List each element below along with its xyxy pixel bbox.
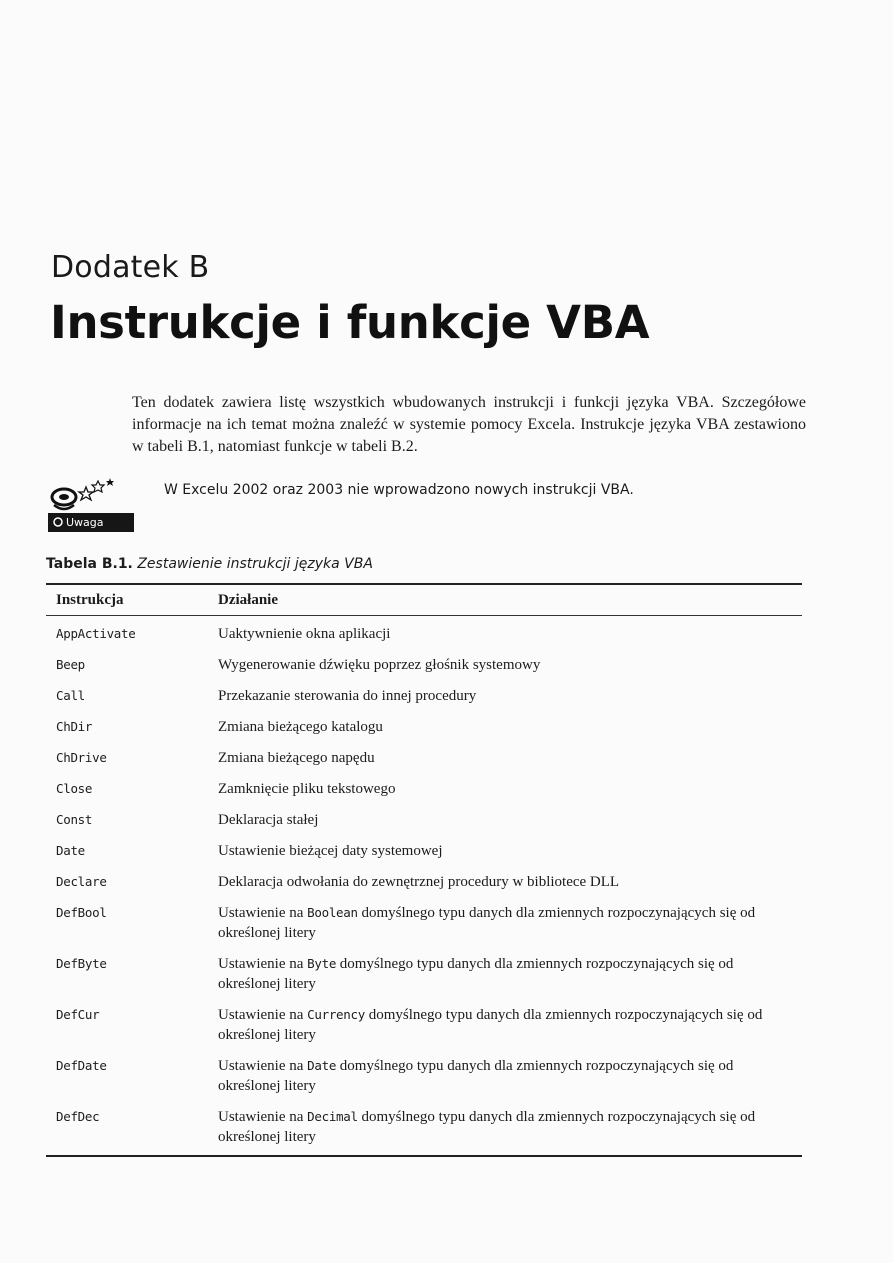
desc-type-code: Boolean [307, 905, 358, 920]
table-row [46, 686, 802, 717]
instruction-name: Call [56, 688, 85, 703]
table-row [46, 810, 802, 841]
desc-prefix: Ustawienie na [218, 905, 308, 921]
appendix-label: Dodatek B [51, 250, 210, 285]
instruction-name: DefBool [56, 905, 107, 920]
table-row [46, 1005, 802, 1056]
instruction-name: DefCur [56, 1007, 100, 1022]
instruction-name: Close [56, 781, 93, 796]
desc-type-code: Decimal [307, 1109, 358, 1124]
instruction-desc [218, 1056, 802, 1096]
table-header-row [46, 585, 802, 616]
table-row [46, 872, 802, 903]
instruction-name: AppActivate [56, 626, 136, 641]
desc-type-code: Byte [307, 956, 337, 971]
desc-suffix: domyślnego typu danych dla zmiennych rozpoczynających się od określonej litery [218, 1109, 756, 1145]
instruction-desc: Ustawienie bieżącej daty systemowej [218, 843, 443, 859]
instruction-desc: Zamknięcie pliku tekstowego [218, 781, 396, 797]
table-row [46, 624, 802, 655]
instruction-desc: Zmiana bieżącego napędu [218, 750, 375, 766]
desc-suffix: domyślnego typu danych dla zmiennych rozpoczynających się od określonej litery [218, 905, 756, 941]
instruction-name: ChDir [56, 719, 93, 734]
table-row [46, 841, 802, 872]
instruction-desc: Zmiana bieżącego katalogu [218, 719, 383, 735]
instruction-name: DefDec [56, 1109, 100, 1124]
note-bullet-icon [51, 515, 65, 529]
instruction-desc: Deklaracja odwołania do zewnętrznej procedury w bibliotece DLL [218, 874, 620, 890]
instruction-name: Date [56, 843, 85, 858]
instruction-desc [218, 954, 802, 994]
instruction-name: DefByte [56, 956, 107, 971]
desc-type-code: Date [307, 1058, 337, 1073]
desc-type-code: Currency [307, 1007, 365, 1022]
instruction-desc: Wygenerowanie dźwięku poprzez głośnik systemowy [218, 657, 541, 673]
note-badge [48, 513, 134, 532]
note-badge-label: Uwaga [66, 516, 104, 529]
desc-prefix: Ustawienie na [218, 1109, 308, 1125]
instruction-name: DefDate [56, 1058, 107, 1073]
instruction-desc: Uaktywnienie okna aplikacji [218, 626, 391, 642]
instruction-desc: Przekazanie sterowania do innej procedury [218, 688, 477, 704]
table-body [46, 616, 802, 1155]
table-caption-label: Tabela B.1. [46, 556, 133, 572]
instruction-name: Const [56, 812, 93, 827]
table-row [46, 1107, 802, 1151]
table-row [46, 717, 802, 748]
table-row [46, 903, 802, 954]
table-row [46, 1056, 802, 1107]
desc-suffix: domyślnego typu danych dla zmiennych rozpoczynających się od określonej litery [218, 1007, 763, 1043]
desc-prefix: Ustawienie na [218, 1007, 308, 1023]
table-caption [46, 556, 373, 572]
instruction-desc: Deklaracja stałej [218, 812, 319, 828]
table-row [46, 954, 802, 1005]
instruction-desc [218, 903, 802, 943]
chapter-title: Instrukcje i funkcje VBA [50, 296, 650, 349]
instruction-name: ChDrive [56, 750, 107, 765]
note-text: W Excelu 2002 oraz 2003 nie wprowadzono nowych instrukcji VBA. [164, 482, 634, 498]
desc-prefix: Ustawienie na [218, 956, 308, 972]
header-dzialanie: Działanie [218, 591, 278, 608]
desc-suffix: domyślnego typu danych dla zmiennych rozpoczynających się od określonej litery [218, 1058, 734, 1094]
header-instrukcja: Instrukcja [56, 591, 124, 608]
instructions-table [46, 583, 802, 1157]
desc-suffix: domyślnego typu danych dla zmiennych rozpoczynających się od określonej litery [218, 956, 734, 992]
instruction-name: Declare [56, 874, 107, 889]
table-caption-title: Zestawienie instrukcji języka VBA [137, 556, 373, 572]
instruction-name: Beep [56, 657, 85, 672]
intro-paragraph: Ten dodatek zawiera listę wszystkich wbudowanych instrukcji i funkcji języka VBA. Szczegółowe informacje na ich temat można znaleźć w systemie pomocy Excela. Instrukcje języka VBA zestawiono w tabeli B.1, natomiast funkcje w tabeli B.2. [132, 394, 806, 455]
desc-prefix: Ustawienie na [218, 1058, 308, 1074]
table-row [46, 655, 802, 686]
table-row [46, 779, 802, 810]
table-row [46, 748, 802, 779]
instruction-desc [218, 1005, 802, 1045]
instruction-desc [218, 1107, 802, 1147]
